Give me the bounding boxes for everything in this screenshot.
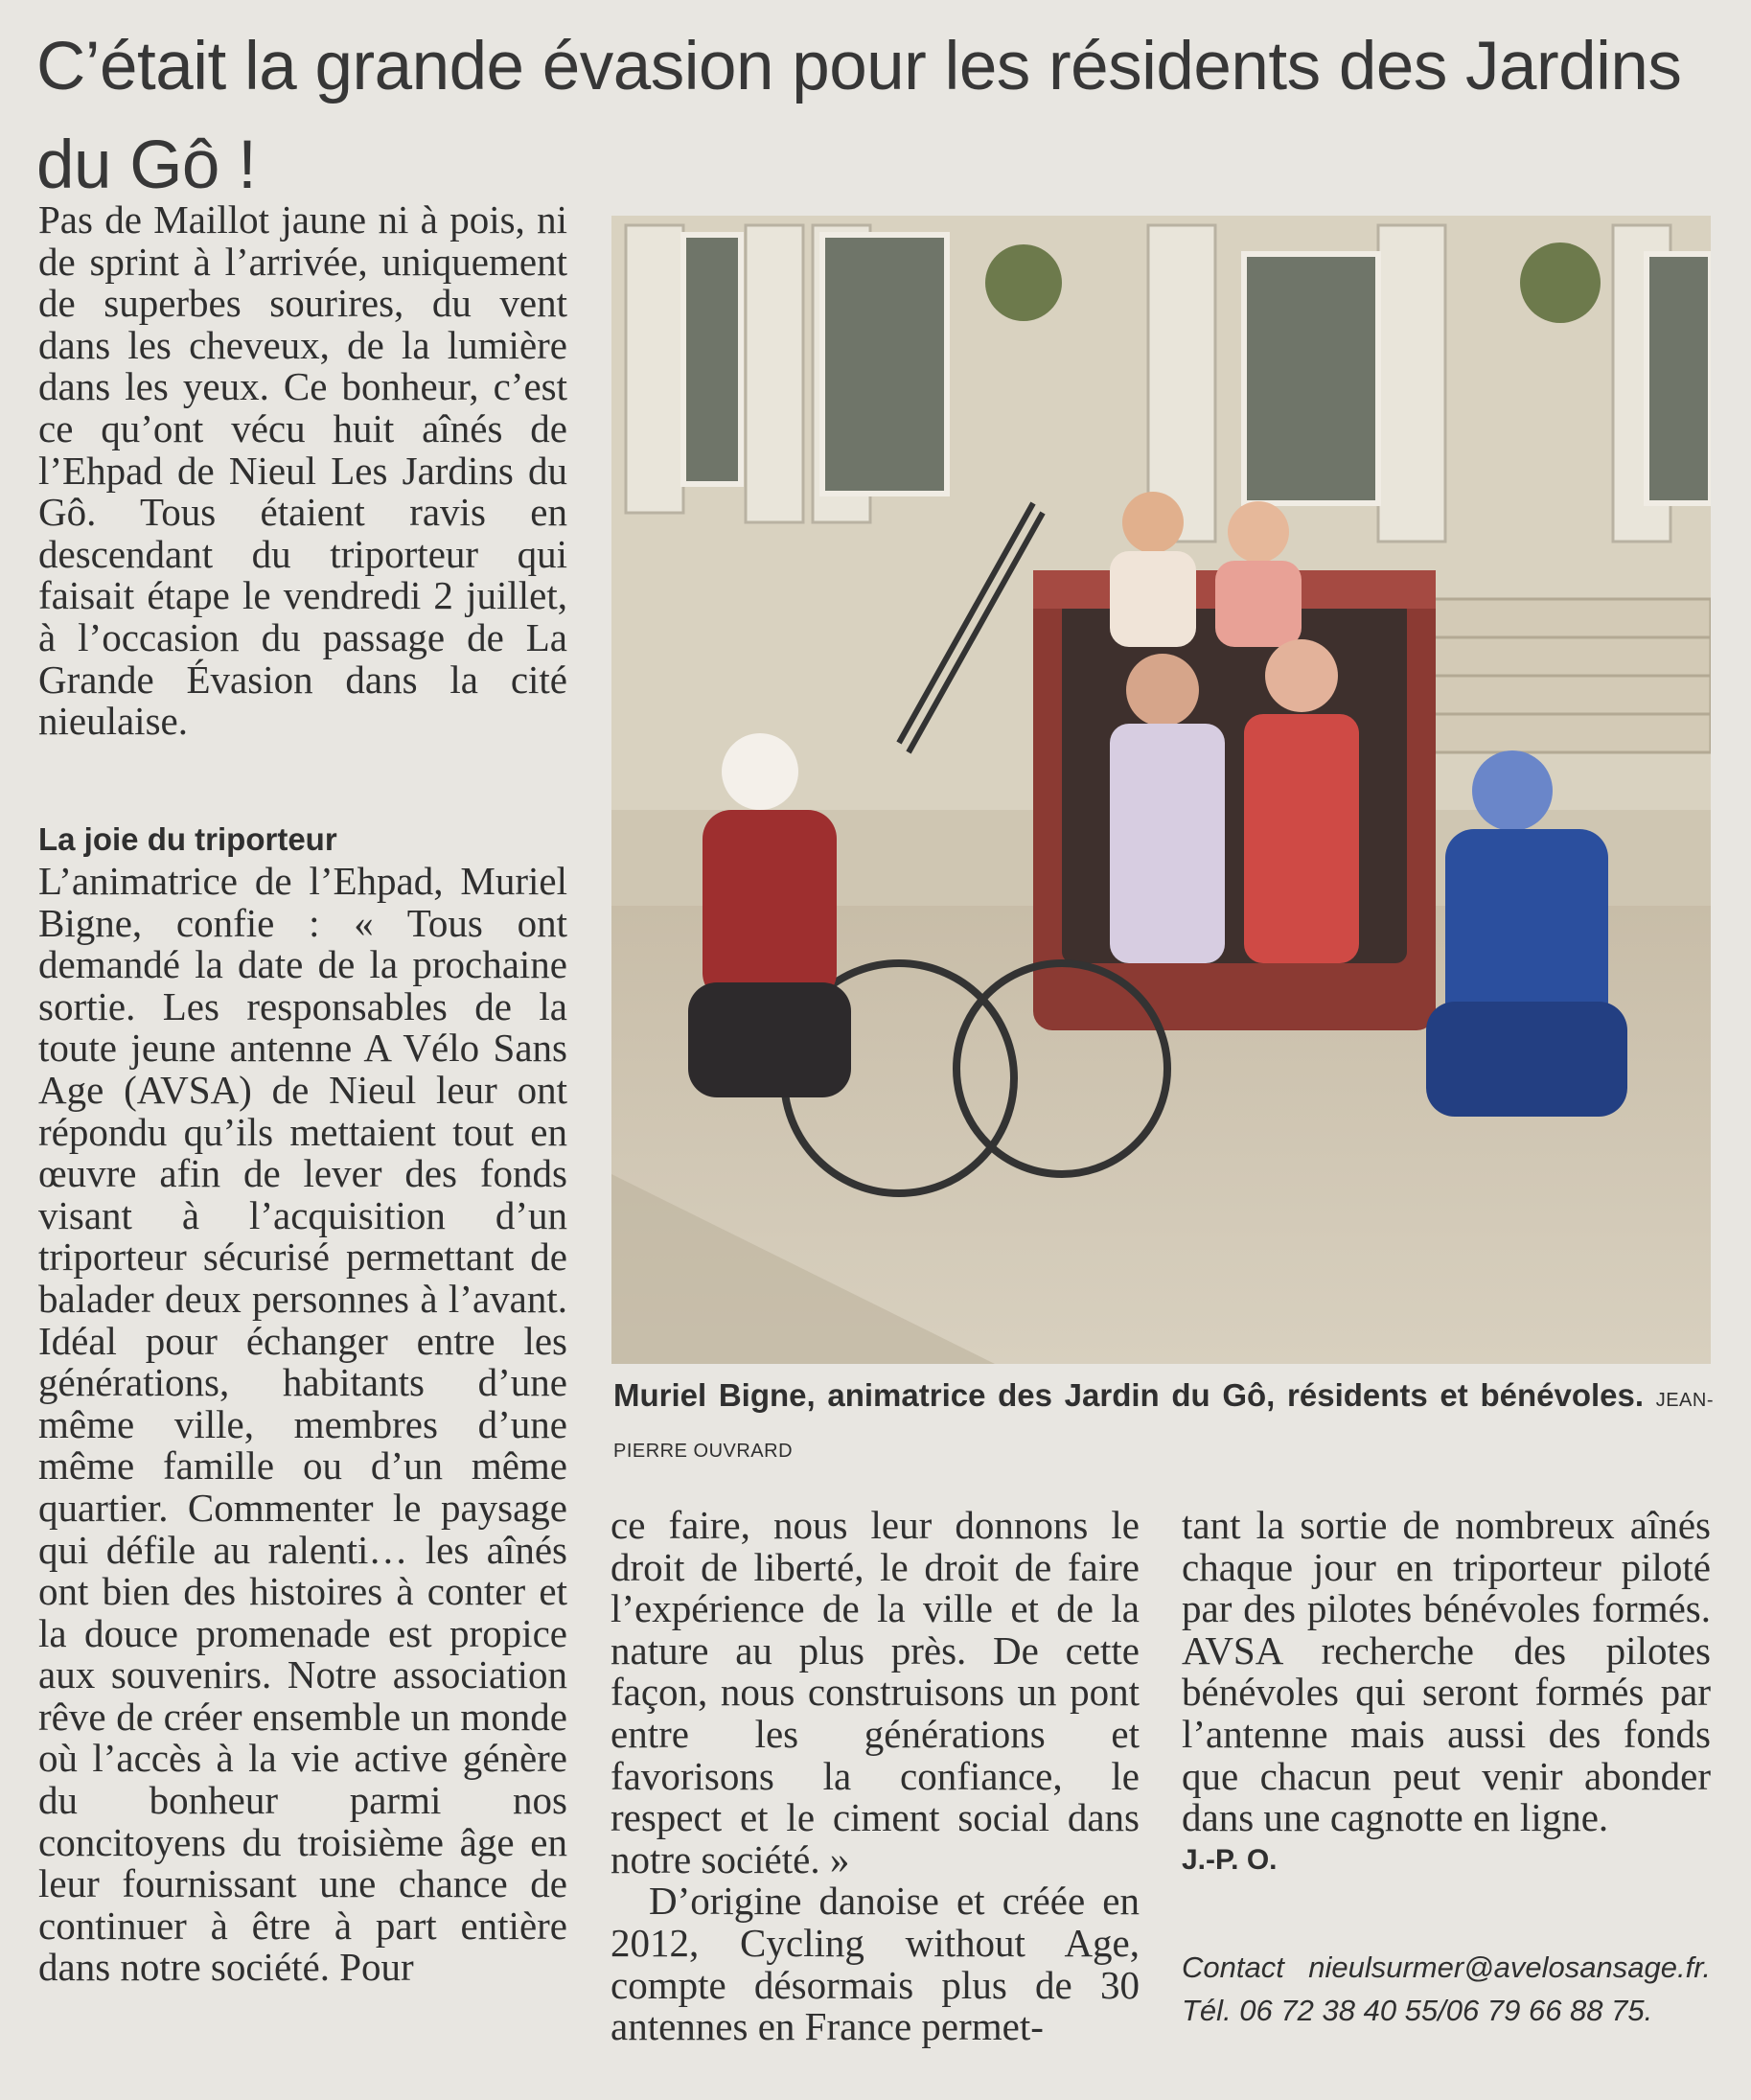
contact-block (1182, 1946, 1711, 2032)
contact-label: Contact (1182, 1950, 1284, 1985)
body-column-1: L’animatrice de l’Ehpad, Muriel Bigne, confie : « Tous ont demandé la date de la prochaine sortie. Les responsables de la toute jeune antenne A Vélo Sans Age (AVSA) de Nieul leur ont répondu qu’ils mettaient tout en œuvre afin de lever des fonds visant à l’acquisition d’un triporteur sécurisé permettant de balader deux personnes à l’avant. Idéal pour échanger entre les générations, habitants d’une même ville, membres d’une même famille ou d’un même quartier. Commenter le paysage qui défile au ralenti… les aînés ont bien des histoires à conter et la douce promenade est propice aux souvenirs. Notre association rêve de créer ensemble un monde où l’accès à la vie active génère du bonheur parmi nos concitoyens du troisième âge en leur fournissant une chance de continuer à être à part entière dans notre société. Pour (38, 859, 567, 1990)
caption-text: Muriel Bigne, animatrice des Jardin du Gô, résidents et bénévoles. (613, 1377, 1645, 1413)
column-1 (38, 819, 567, 1989)
article-photo (611, 216, 1711, 1364)
contact-email[interactable]: nieulsurmer@avelosansage.fr. (1308, 1950, 1711, 1985)
column-3 (1182, 1505, 1711, 2032)
intro-text: Pas de Maillot jaune ni à pois, ni de sprint à l’arrivée, uniquement de superbes sourires, du vent dans les cheveux, de la lumière dans les yeux. Ce bonheur, c’est ce qu’ont vécu huit aînés de l’Ehpad de Nieul Les Jardins du Gô. Tous étaient ravis en descendant du triporteur qui faisait étape le vendredi 2 juillet, à l’occasion du passage de La Grande Évasion dans la cité nieulaise. (38, 197, 567, 744)
body-column-2b: D’origine danoise et créée en 2012, Cycling without Age, compte désormais plus de 30 antennes en France permet- (611, 1879, 1140, 2049)
headline: C’était la grande évasion pour les résidents des Jardins du Gô ! (36, 29, 1682, 203)
contact-phone: Tél. 06 72 38 40 55/06 79 66 88 75. (1182, 1994, 1653, 2028)
author-signature: J.-P. O. (1182, 1843, 1278, 1876)
column-2 (611, 1505, 1140, 2048)
body-column-3: tant la sortie de nombreux aînés chaque jour en triporteur piloté par des pilotes bénévoles formés. AVSA recherche des pilotes bénévoles qui seront formés par l’antenne mais aussi des fonds que chacun peut venir abonder dans une cagnotte en ligne. (1182, 1503, 1711, 1840)
subheading: La joie du triporteur (38, 821, 337, 857)
photo-caption (613, 1373, 1714, 1474)
intro-paragraph (38, 199, 567, 743)
body-column-2a: ce faire, nous leur donnons le droit de liberté, le droit de faire l’expérience de la ville et de la nature au plus près. De cette façon, nous construisons un pont entre les générations et favorisons la confiance, le respect et le ciment social dans notre société. » (611, 1503, 1140, 1881)
photo-credit: JEAN-PIERRE OUVRARD (613, 1390, 1715, 1462)
photo-illustration (611, 216, 1711, 1364)
